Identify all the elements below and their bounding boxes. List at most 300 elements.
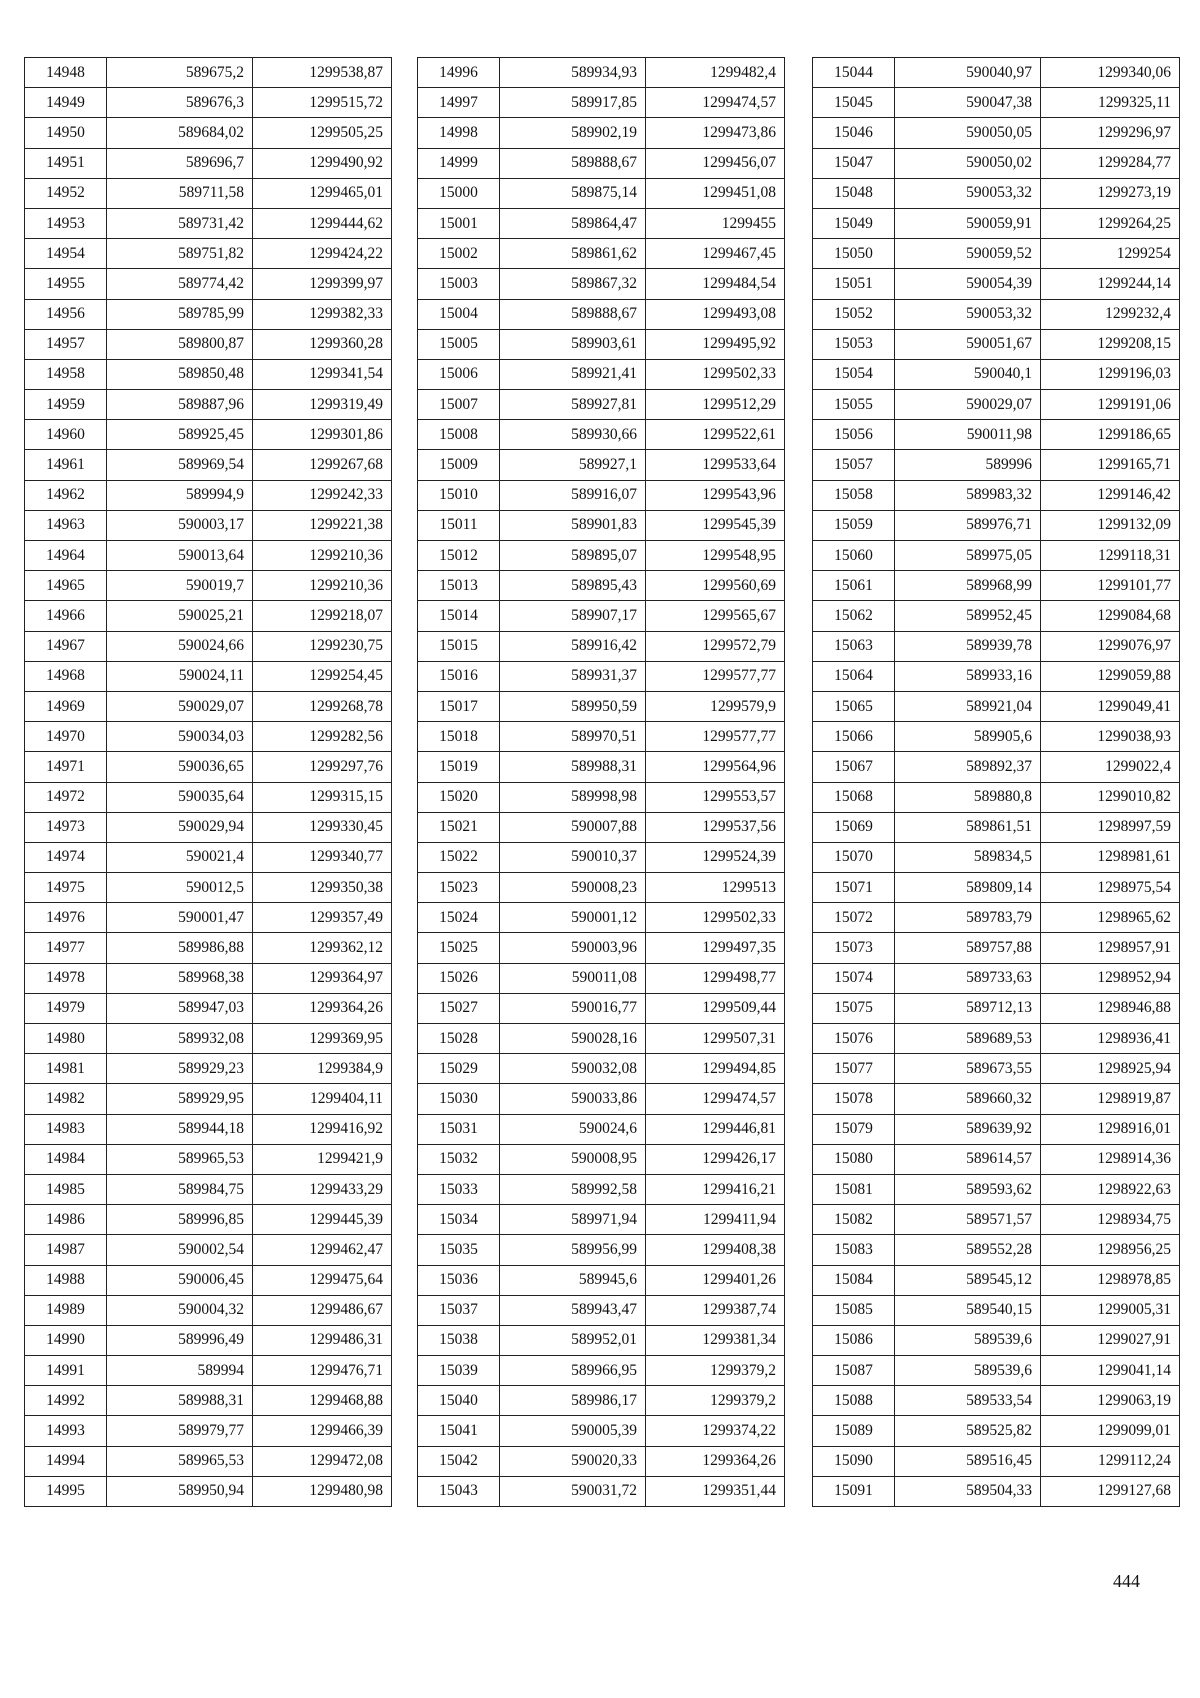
y-coordinate-cell: 1299498,77 bbox=[646, 963, 785, 993]
table-row bbox=[25, 1265, 392, 1295]
y-coordinate-cell: 1299296,97 bbox=[1041, 118, 1180, 148]
point-number-cell: 14963 bbox=[25, 510, 107, 540]
x-coordinate-cell: 589540,15 bbox=[895, 1295, 1041, 1325]
y-coordinate-cell: 1298956,25 bbox=[1041, 1235, 1180, 1265]
table-row bbox=[813, 1054, 1180, 1084]
table-row bbox=[813, 178, 1180, 208]
y-coordinate-cell: 1299484,54 bbox=[646, 269, 785, 299]
table-row bbox=[418, 661, 785, 691]
table-row bbox=[418, 963, 785, 993]
point-number-cell: 15014 bbox=[418, 601, 500, 631]
x-coordinate-cell: 589944,18 bbox=[107, 1114, 253, 1144]
table-row bbox=[418, 812, 785, 842]
table-row bbox=[25, 722, 392, 752]
x-coordinate-cell: 589925,45 bbox=[107, 420, 253, 450]
x-coordinate-cell: 589968,99 bbox=[895, 571, 1041, 601]
y-coordinate-cell: 1299465,01 bbox=[253, 178, 392, 208]
table-row bbox=[418, 933, 785, 963]
table-row bbox=[418, 1174, 785, 1204]
point-number-cell: 15084 bbox=[813, 1265, 895, 1295]
y-coordinate-cell: 1299467,45 bbox=[646, 239, 785, 269]
point-number-cell: 15007 bbox=[418, 390, 500, 420]
y-coordinate-cell: 1299553,57 bbox=[646, 782, 785, 812]
point-number-cell: 14980 bbox=[25, 1024, 107, 1054]
point-number-cell: 15046 bbox=[813, 118, 895, 148]
point-number-cell: 14999 bbox=[418, 148, 500, 178]
y-coordinate-cell: 1299543,96 bbox=[646, 480, 785, 510]
y-coordinate-cell: 1298914,36 bbox=[1041, 1144, 1180, 1174]
y-coordinate-cell: 1299408,38 bbox=[646, 1235, 785, 1265]
y-coordinate-cell: 1299475,64 bbox=[253, 1265, 392, 1295]
table-row bbox=[25, 148, 392, 178]
table-row bbox=[418, 208, 785, 238]
point-number-cell: 15010 bbox=[418, 480, 500, 510]
table-row bbox=[25, 239, 392, 269]
point-number-cell: 15019 bbox=[418, 752, 500, 782]
x-coordinate-cell: 589545,12 bbox=[895, 1265, 1041, 1295]
x-coordinate-cell: 589673,55 bbox=[895, 1054, 1041, 1084]
point-number-cell: 14955 bbox=[25, 269, 107, 299]
point-number-cell: 14994 bbox=[25, 1446, 107, 1476]
point-number-cell: 15035 bbox=[418, 1235, 500, 1265]
point-number-cell: 15077 bbox=[813, 1054, 895, 1084]
point-number-cell: 15081 bbox=[813, 1174, 895, 1204]
point-number-cell: 14954 bbox=[25, 239, 107, 269]
table-row bbox=[418, 1325, 785, 1355]
table-row bbox=[418, 873, 785, 903]
y-coordinate-cell: 1299022,4 bbox=[1041, 752, 1180, 782]
x-coordinate-cell: 590025,21 bbox=[107, 601, 253, 631]
x-coordinate-cell: 589927,1 bbox=[500, 450, 646, 480]
point-number-cell: 15047 bbox=[813, 148, 895, 178]
table-row bbox=[25, 1235, 392, 1265]
point-number-cell: 14992 bbox=[25, 1386, 107, 1416]
y-coordinate-cell: 1299284,77 bbox=[1041, 148, 1180, 178]
y-coordinate-cell: 1299118,31 bbox=[1041, 541, 1180, 571]
y-coordinate-cell: 1299364,26 bbox=[253, 993, 392, 1023]
x-coordinate-cell: 589979,77 bbox=[107, 1416, 253, 1446]
y-coordinate-cell: 1299533,64 bbox=[646, 450, 785, 480]
table-row bbox=[418, 1084, 785, 1114]
y-coordinate-cell: 1299446,81 bbox=[646, 1114, 785, 1144]
y-coordinate-cell: 1299509,44 bbox=[646, 993, 785, 1023]
y-coordinate-cell: 1299537,56 bbox=[646, 812, 785, 842]
y-coordinate-cell: 1299364,97 bbox=[253, 963, 392, 993]
point-number-cell: 15076 bbox=[813, 1024, 895, 1054]
table-row bbox=[813, 1144, 1180, 1174]
y-coordinate-cell: 1298934,75 bbox=[1041, 1205, 1180, 1235]
x-coordinate-cell: 590033,86 bbox=[500, 1084, 646, 1114]
x-coordinate-cell: 589917,85 bbox=[500, 88, 646, 118]
x-coordinate-cell: 589571,57 bbox=[895, 1205, 1041, 1235]
table-row bbox=[25, 842, 392, 872]
table-row bbox=[813, 1295, 1180, 1325]
y-coordinate-cell: 1299076,97 bbox=[1041, 631, 1180, 661]
point-number-cell: 15020 bbox=[418, 782, 500, 812]
x-coordinate-cell: 590024,11 bbox=[107, 661, 253, 691]
table-row bbox=[25, 1144, 392, 1174]
point-number-cell: 15017 bbox=[418, 691, 500, 721]
point-number-cell: 15038 bbox=[418, 1325, 500, 1355]
table-row bbox=[25, 903, 392, 933]
y-coordinate-cell: 1299545,39 bbox=[646, 510, 785, 540]
point-number-cell: 15021 bbox=[418, 812, 500, 842]
x-coordinate-cell: 590005,39 bbox=[500, 1416, 646, 1446]
table-row bbox=[418, 58, 785, 88]
table-row bbox=[418, 420, 785, 450]
point-number-cell: 15031 bbox=[418, 1114, 500, 1144]
x-coordinate-cell: 589930,66 bbox=[500, 420, 646, 450]
table-row bbox=[25, 208, 392, 238]
point-number-cell: 15087 bbox=[813, 1356, 895, 1386]
point-number-cell: 15056 bbox=[813, 420, 895, 450]
table-row bbox=[813, 1265, 1180, 1295]
y-coordinate-cell: 1299502,33 bbox=[646, 359, 785, 389]
point-number-cell: 15016 bbox=[418, 661, 500, 691]
point-number-cell: 15030 bbox=[418, 1084, 500, 1114]
point-number-cell: 15036 bbox=[418, 1265, 500, 1295]
point-number-cell: 15026 bbox=[418, 963, 500, 993]
table-row bbox=[813, 722, 1180, 752]
y-coordinate-cell: 1299041,14 bbox=[1041, 1356, 1180, 1386]
table-row bbox=[813, 208, 1180, 238]
y-coordinate-cell: 1299340,77 bbox=[253, 842, 392, 872]
table-row bbox=[813, 963, 1180, 993]
point-number-cell: 15078 bbox=[813, 1084, 895, 1114]
x-coordinate-cell: 589907,17 bbox=[500, 601, 646, 631]
y-coordinate-cell: 1299254,45 bbox=[253, 661, 392, 691]
x-coordinate-cell: 590051,67 bbox=[895, 329, 1041, 359]
table-row bbox=[418, 1054, 785, 1084]
point-number-cell: 14952 bbox=[25, 178, 107, 208]
x-coordinate-cell: 589533,54 bbox=[895, 1386, 1041, 1416]
y-coordinate-cell: 1299186,65 bbox=[1041, 420, 1180, 450]
table-row bbox=[25, 1356, 392, 1386]
table-row bbox=[418, 299, 785, 329]
x-coordinate-cell: 590040,1 bbox=[895, 359, 1041, 389]
y-coordinate-cell: 1298916,01 bbox=[1041, 1114, 1180, 1144]
table-row bbox=[813, 1235, 1180, 1265]
point-number-cell: 15005 bbox=[418, 329, 500, 359]
point-number-cell: 15072 bbox=[813, 903, 895, 933]
x-coordinate-cell: 589676,3 bbox=[107, 88, 253, 118]
y-coordinate-cell: 1298946,88 bbox=[1041, 993, 1180, 1023]
point-number-cell: 15033 bbox=[418, 1174, 500, 1204]
y-coordinate-cell: 1299273,19 bbox=[1041, 178, 1180, 208]
table-row bbox=[813, 239, 1180, 269]
table-row bbox=[418, 118, 785, 148]
table-row bbox=[25, 390, 392, 420]
table-row bbox=[25, 510, 392, 540]
point-number-cell: 15008 bbox=[418, 420, 500, 450]
y-coordinate-cell: 1299208,15 bbox=[1041, 329, 1180, 359]
y-coordinate-cell: 1299493,08 bbox=[646, 299, 785, 329]
point-number-cell: 15015 bbox=[418, 631, 500, 661]
table-row bbox=[418, 510, 785, 540]
y-coordinate-cell: 1299357,49 bbox=[253, 903, 392, 933]
x-coordinate-cell: 589950,94 bbox=[107, 1476, 253, 1506]
y-coordinate-cell: 1299513 bbox=[646, 873, 785, 903]
x-coordinate-cell: 590007,88 bbox=[500, 812, 646, 842]
point-number-cell: 15028 bbox=[418, 1024, 500, 1054]
y-coordinate-cell: 1299433,29 bbox=[253, 1174, 392, 1204]
y-coordinate-cell: 1299564,96 bbox=[646, 752, 785, 782]
x-coordinate-cell: 590006,45 bbox=[107, 1265, 253, 1295]
x-coordinate-cell: 589950,59 bbox=[500, 691, 646, 721]
point-number-cell: 15061 bbox=[813, 571, 895, 601]
x-coordinate-cell: 589992,58 bbox=[500, 1174, 646, 1204]
point-number-cell: 15048 bbox=[813, 178, 895, 208]
y-coordinate-cell: 1299505,25 bbox=[253, 118, 392, 148]
point-number-cell: 15083 bbox=[813, 1235, 895, 1265]
table-row bbox=[418, 359, 785, 389]
y-coordinate-cell: 1299379,2 bbox=[646, 1356, 785, 1386]
y-coordinate-cell: 1299456,07 bbox=[646, 148, 785, 178]
x-coordinate-cell: 589861,51 bbox=[895, 812, 1041, 842]
point-number-cell: 15063 bbox=[813, 631, 895, 661]
y-coordinate-cell: 1298965,62 bbox=[1041, 903, 1180, 933]
x-coordinate-cell: 589976,71 bbox=[895, 510, 1041, 540]
x-coordinate-cell: 589880,8 bbox=[895, 782, 1041, 812]
table-row bbox=[813, 450, 1180, 480]
x-coordinate-cell: 589921,41 bbox=[500, 359, 646, 389]
table-row bbox=[813, 1174, 1180, 1204]
page-number: 444 bbox=[1113, 1571, 1140, 1591]
x-coordinate-cell: 589988,31 bbox=[107, 1386, 253, 1416]
table-row bbox=[418, 450, 785, 480]
y-coordinate-cell: 1299010,82 bbox=[1041, 782, 1180, 812]
table-row bbox=[25, 782, 392, 812]
point-number-cell: 15060 bbox=[813, 541, 895, 571]
y-coordinate-cell: 1299445,39 bbox=[253, 1205, 392, 1235]
y-coordinate-cell: 1299059,88 bbox=[1041, 661, 1180, 691]
table-row bbox=[25, 752, 392, 782]
table-row bbox=[813, 420, 1180, 450]
y-coordinate-cell: 1299474,57 bbox=[646, 1084, 785, 1114]
point-number-cell: 15002 bbox=[418, 239, 500, 269]
y-coordinate-cell: 1299476,71 bbox=[253, 1356, 392, 1386]
point-number-cell: 15043 bbox=[418, 1476, 500, 1506]
x-coordinate-cell: 589965,53 bbox=[107, 1144, 253, 1174]
point-number-cell: 15004 bbox=[418, 299, 500, 329]
point-number-cell: 15041 bbox=[418, 1416, 500, 1446]
x-coordinate-cell: 590028,16 bbox=[500, 1024, 646, 1054]
table-row bbox=[25, 178, 392, 208]
x-coordinate-cell: 589850,48 bbox=[107, 359, 253, 389]
y-coordinate-cell: 1299381,34 bbox=[646, 1325, 785, 1355]
x-coordinate-cell: 590011,08 bbox=[500, 963, 646, 993]
point-number-cell: 14949 bbox=[25, 88, 107, 118]
x-coordinate-cell: 589927,81 bbox=[500, 390, 646, 420]
point-number-cell: 14986 bbox=[25, 1205, 107, 1235]
y-coordinate-cell: 1299254 bbox=[1041, 239, 1180, 269]
y-coordinate-cell: 1299579,9 bbox=[646, 691, 785, 721]
table-row bbox=[25, 329, 392, 359]
table-row bbox=[25, 1205, 392, 1235]
table-row bbox=[25, 873, 392, 903]
point-number-cell: 14957 bbox=[25, 329, 107, 359]
y-coordinate-cell: 1299474,57 bbox=[646, 88, 785, 118]
x-coordinate-cell: 589684,02 bbox=[107, 118, 253, 148]
x-coordinate-cell: 590003,17 bbox=[107, 510, 253, 540]
y-coordinate-cell: 1299362,12 bbox=[253, 933, 392, 963]
table-row bbox=[25, 1114, 392, 1144]
point-number-cell: 15013 bbox=[418, 571, 500, 601]
y-coordinate-cell: 1299038,93 bbox=[1041, 722, 1180, 752]
table-row bbox=[418, 993, 785, 1023]
point-number-cell: 15091 bbox=[813, 1476, 895, 1506]
x-coordinate-cell: 589916,42 bbox=[500, 631, 646, 661]
point-number-cell: 15089 bbox=[813, 1416, 895, 1446]
table-row bbox=[25, 631, 392, 661]
x-coordinate-cell: 589970,51 bbox=[500, 722, 646, 752]
x-coordinate-cell: 590054,39 bbox=[895, 269, 1041, 299]
table-row bbox=[813, 782, 1180, 812]
table-row bbox=[813, 933, 1180, 963]
x-coordinate-cell: 589986,88 bbox=[107, 933, 253, 963]
y-coordinate-cell: 1299379,2 bbox=[646, 1386, 785, 1416]
table-row bbox=[25, 118, 392, 148]
x-coordinate-cell: 589994,9 bbox=[107, 480, 253, 510]
point-number-cell: 14958 bbox=[25, 359, 107, 389]
x-coordinate-cell: 590013,64 bbox=[107, 541, 253, 571]
y-coordinate-cell: 1299027,91 bbox=[1041, 1325, 1180, 1355]
point-number-cell: 14998 bbox=[418, 118, 500, 148]
x-coordinate-cell: 589733,63 bbox=[895, 963, 1041, 993]
table-row bbox=[813, 58, 1180, 88]
y-coordinate-cell: 1299472,08 bbox=[253, 1446, 392, 1476]
table-row bbox=[25, 661, 392, 691]
point-number-cell: 15070 bbox=[813, 842, 895, 872]
point-number-cell: 14988 bbox=[25, 1265, 107, 1295]
point-number-cell: 14997 bbox=[418, 88, 500, 118]
table-row bbox=[25, 541, 392, 571]
table-row bbox=[813, 903, 1180, 933]
point-number-cell: 15034 bbox=[418, 1205, 500, 1235]
point-number-cell: 15053 bbox=[813, 329, 895, 359]
point-number-cell: 15027 bbox=[418, 993, 500, 1023]
point-number-cell: 15006 bbox=[418, 359, 500, 389]
x-coordinate-cell: 590059,52 bbox=[895, 239, 1041, 269]
x-coordinate-cell: 590020,33 bbox=[500, 1446, 646, 1476]
y-coordinate-cell: 1299515,72 bbox=[253, 88, 392, 118]
point-number-cell: 15064 bbox=[813, 661, 895, 691]
table-row bbox=[25, 812, 392, 842]
point-number-cell: 14967 bbox=[25, 631, 107, 661]
y-coordinate-cell: 1299282,56 bbox=[253, 722, 392, 752]
x-coordinate-cell: 589929,95 bbox=[107, 1084, 253, 1114]
x-coordinate-cell: 589956,99 bbox=[500, 1235, 646, 1265]
point-number-cell: 15062 bbox=[813, 601, 895, 631]
y-coordinate-cell: 1299218,07 bbox=[253, 601, 392, 631]
point-number-cell: 14956 bbox=[25, 299, 107, 329]
y-coordinate-cell: 1299404,11 bbox=[253, 1084, 392, 1114]
y-coordinate-cell: 1299421,9 bbox=[253, 1144, 392, 1174]
table-row bbox=[418, 1446, 785, 1476]
point-number-cell: 15024 bbox=[418, 903, 500, 933]
y-coordinate-cell: 1298919,87 bbox=[1041, 1084, 1180, 1114]
x-coordinate-cell: 589712,13 bbox=[895, 993, 1041, 1023]
y-coordinate-cell: 1299268,78 bbox=[253, 691, 392, 721]
table-row bbox=[813, 691, 1180, 721]
y-coordinate-cell: 1299382,33 bbox=[253, 299, 392, 329]
x-coordinate-cell: 589931,37 bbox=[500, 661, 646, 691]
table-row bbox=[418, 1386, 785, 1416]
point-number-cell: 15012 bbox=[418, 541, 500, 571]
x-coordinate-cell: 589947,03 bbox=[107, 993, 253, 1023]
table-row bbox=[813, 1476, 1180, 1506]
x-coordinate-cell: 589892,37 bbox=[895, 752, 1041, 782]
x-coordinate-cell: 589887,96 bbox=[107, 390, 253, 420]
y-coordinate-cell: 1299221,38 bbox=[253, 510, 392, 540]
x-coordinate-cell: 589988,31 bbox=[500, 752, 646, 782]
x-coordinate-cell: 589867,32 bbox=[500, 269, 646, 299]
coordinates-table-1 bbox=[24, 57, 392, 1507]
table-row bbox=[418, 1144, 785, 1174]
y-coordinate-cell: 1299360,28 bbox=[253, 329, 392, 359]
x-coordinate-cell: 589757,88 bbox=[895, 933, 1041, 963]
table-row bbox=[813, 118, 1180, 148]
point-number-cell: 15071 bbox=[813, 873, 895, 903]
point-number-cell: 14983 bbox=[25, 1114, 107, 1144]
table-row bbox=[25, 963, 392, 993]
y-coordinate-cell: 1299364,26 bbox=[646, 1446, 785, 1476]
x-coordinate-cell: 590029,94 bbox=[107, 812, 253, 842]
point-number-cell: 14977 bbox=[25, 933, 107, 963]
point-number-cell: 14972 bbox=[25, 782, 107, 812]
x-coordinate-cell: 589984,75 bbox=[107, 1174, 253, 1204]
y-coordinate-cell: 1299242,33 bbox=[253, 480, 392, 510]
y-coordinate-cell: 1299522,61 bbox=[646, 420, 785, 450]
point-number-cell: 14987 bbox=[25, 1235, 107, 1265]
x-coordinate-cell: 590019,7 bbox=[107, 571, 253, 601]
y-coordinate-cell: 1299466,39 bbox=[253, 1416, 392, 1446]
table-row bbox=[418, 239, 785, 269]
point-number-cell: 14965 bbox=[25, 571, 107, 601]
x-coordinate-cell: 590021,4 bbox=[107, 842, 253, 872]
point-number-cell: 14976 bbox=[25, 903, 107, 933]
x-coordinate-cell: 590001,47 bbox=[107, 903, 253, 933]
table-row bbox=[418, 269, 785, 299]
point-number-cell: 15001 bbox=[418, 208, 500, 238]
x-coordinate-cell: 589675,2 bbox=[107, 58, 253, 88]
table-row bbox=[418, 571, 785, 601]
y-coordinate-cell: 1299341,54 bbox=[253, 359, 392, 389]
table-row bbox=[813, 359, 1180, 389]
x-coordinate-cell: 589783,79 bbox=[895, 903, 1041, 933]
point-number-cell: 14973 bbox=[25, 812, 107, 842]
table-row bbox=[418, 691, 785, 721]
x-coordinate-cell: 589901,83 bbox=[500, 510, 646, 540]
x-coordinate-cell: 589593,62 bbox=[895, 1174, 1041, 1204]
table-row bbox=[418, 1356, 785, 1386]
point-number-cell: 15088 bbox=[813, 1386, 895, 1416]
point-number-cell: 14951 bbox=[25, 148, 107, 178]
y-coordinate-cell: 1299330,45 bbox=[253, 812, 392, 842]
x-coordinate-cell: 589905,6 bbox=[895, 722, 1041, 752]
x-coordinate-cell: 589929,23 bbox=[107, 1054, 253, 1084]
x-coordinate-cell: 589639,92 bbox=[895, 1114, 1041, 1144]
table-row bbox=[813, 1446, 1180, 1476]
point-number-cell: 15066 bbox=[813, 722, 895, 752]
table-row bbox=[418, 148, 785, 178]
point-number-cell: 14985 bbox=[25, 1174, 107, 1204]
y-coordinate-cell: 1299512,29 bbox=[646, 390, 785, 420]
table-row bbox=[25, 1024, 392, 1054]
x-coordinate-cell: 589751,82 bbox=[107, 239, 253, 269]
point-number-cell: 15037 bbox=[418, 1295, 500, 1325]
y-coordinate-cell: 1298981,61 bbox=[1041, 842, 1180, 872]
